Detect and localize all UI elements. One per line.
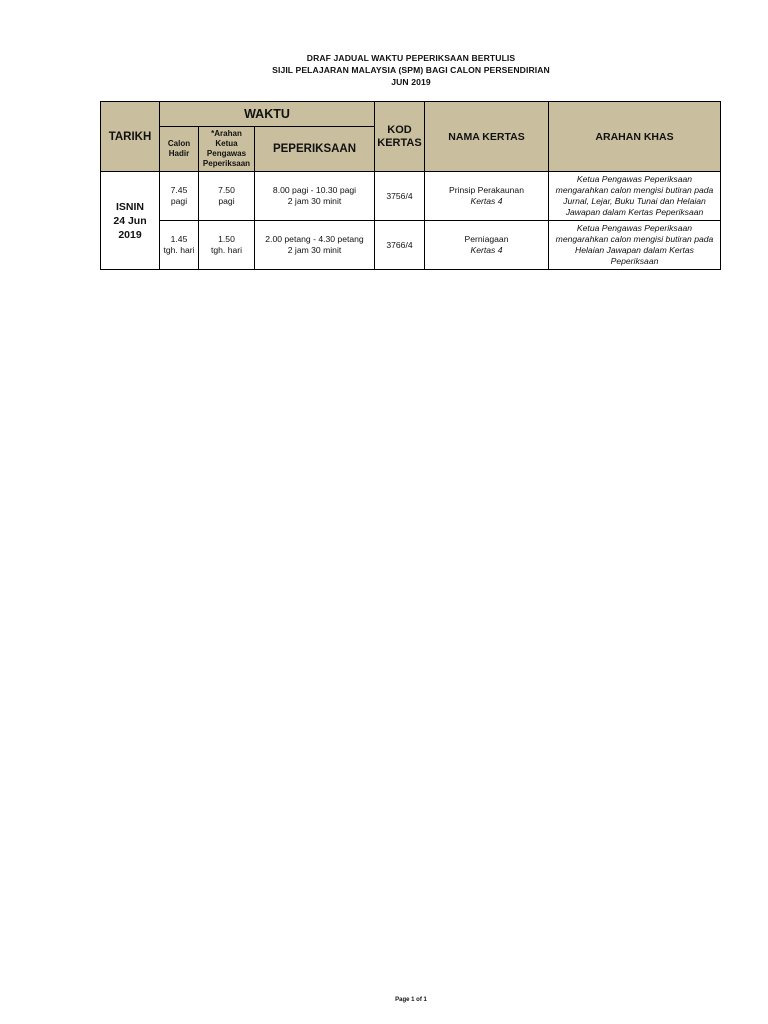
nama-kertas-cell xyxy=(425,221,549,270)
kod-kertas-cell: 3766/4 xyxy=(375,221,425,270)
arahan-ketua-time: 7.50 xyxy=(218,185,235,195)
calon-hadir-cell xyxy=(160,221,199,270)
date-day: ISNIN xyxy=(115,200,144,213)
document-title-block xyxy=(0,52,768,88)
peperiksaan-duration: 2 jam 30 minit xyxy=(287,245,342,255)
header-waktu: WAKTU xyxy=(160,102,375,127)
nama-kertas-subject: Perniagaan xyxy=(464,234,509,244)
peperiksaan-cell xyxy=(255,221,375,270)
arahan-ketua-period: tgh. hari xyxy=(210,245,243,255)
header-arahan-khas: ARAHAN KHAS xyxy=(549,102,721,172)
document-subtitle: SIJIL PELAJARAN MALAYSIA (SPM) BAGI CALON PERSENDIRIAN xyxy=(272,65,550,75)
peperiksaan-duration: 2 jam 30 minit xyxy=(287,196,342,206)
nama-kertas-paper: Kertas 4 xyxy=(470,196,503,206)
arahan-ketua-period: pagi xyxy=(218,196,235,206)
date-cell xyxy=(101,172,160,270)
peperiksaan-time: 8.00 pagi - 10.30 pagi xyxy=(272,185,357,195)
header-arahan-ketua-pengawas: *Arahan Ketua Pengawas Peperiksaan xyxy=(199,127,255,172)
date-date: 24 Jun xyxy=(113,214,147,227)
header-tarikh: TARIKH xyxy=(101,102,160,172)
exam-schedule-table xyxy=(100,101,721,270)
table-row xyxy=(101,172,721,221)
document-title: DRAF JADUAL WAKTU PEPERIKSAAN BERTULIS xyxy=(306,53,516,63)
arahan-khas-cell: Ketua Pengawas Peperiksaan mengarahkan calon mengisi butiran pada Helaian Jawapan dalam Kertas Peperiksaan xyxy=(549,221,721,270)
calon-hadir-period: tgh. hari xyxy=(163,245,195,255)
table-row xyxy=(101,221,721,270)
header-calon-hadir: Calon Hadir xyxy=(160,127,199,172)
nama-kertas-paper: Kertas 4 xyxy=(470,245,503,255)
calon-hadir-period: pagi xyxy=(170,196,188,206)
header-nama-kertas: NAMA KERTAS xyxy=(425,102,549,172)
header-peperiksaan: PEPERIKSAAN xyxy=(255,127,375,172)
nama-kertas-cell xyxy=(425,172,549,221)
nama-kertas-subject: Prinsip Perakaunan xyxy=(448,185,524,195)
document-session: JUN 2019 xyxy=(391,77,431,87)
arahan-ketua-cell xyxy=(199,172,255,221)
arahan-ketua-time: 1.50 xyxy=(218,234,235,244)
arahan-ketua-cell xyxy=(199,221,255,270)
header-kod-kertas: KOD KERTAS xyxy=(375,102,425,172)
peperiksaan-time: 2.00 petang - 4.30 petang xyxy=(265,234,364,244)
arahan-khas-cell: Ketua Pengawas Peperiksaan mengarahkan calon mengisi butiran pada Jurnal, Lejar, Buku Tunai dan Helaian Jawapan dalam Kertas Peperiksaan xyxy=(549,172,721,221)
calon-hadir-cell xyxy=(160,172,199,221)
calon-hadir-time: 1.45 xyxy=(170,234,188,244)
page-number: Page 1 of 1 xyxy=(395,997,427,1003)
calon-hadir-time: 7.45 xyxy=(170,185,188,195)
kod-kertas-cell: 3756/4 xyxy=(375,172,425,221)
peperiksaan-cell xyxy=(255,172,375,221)
date-year: 2019 xyxy=(118,228,142,241)
